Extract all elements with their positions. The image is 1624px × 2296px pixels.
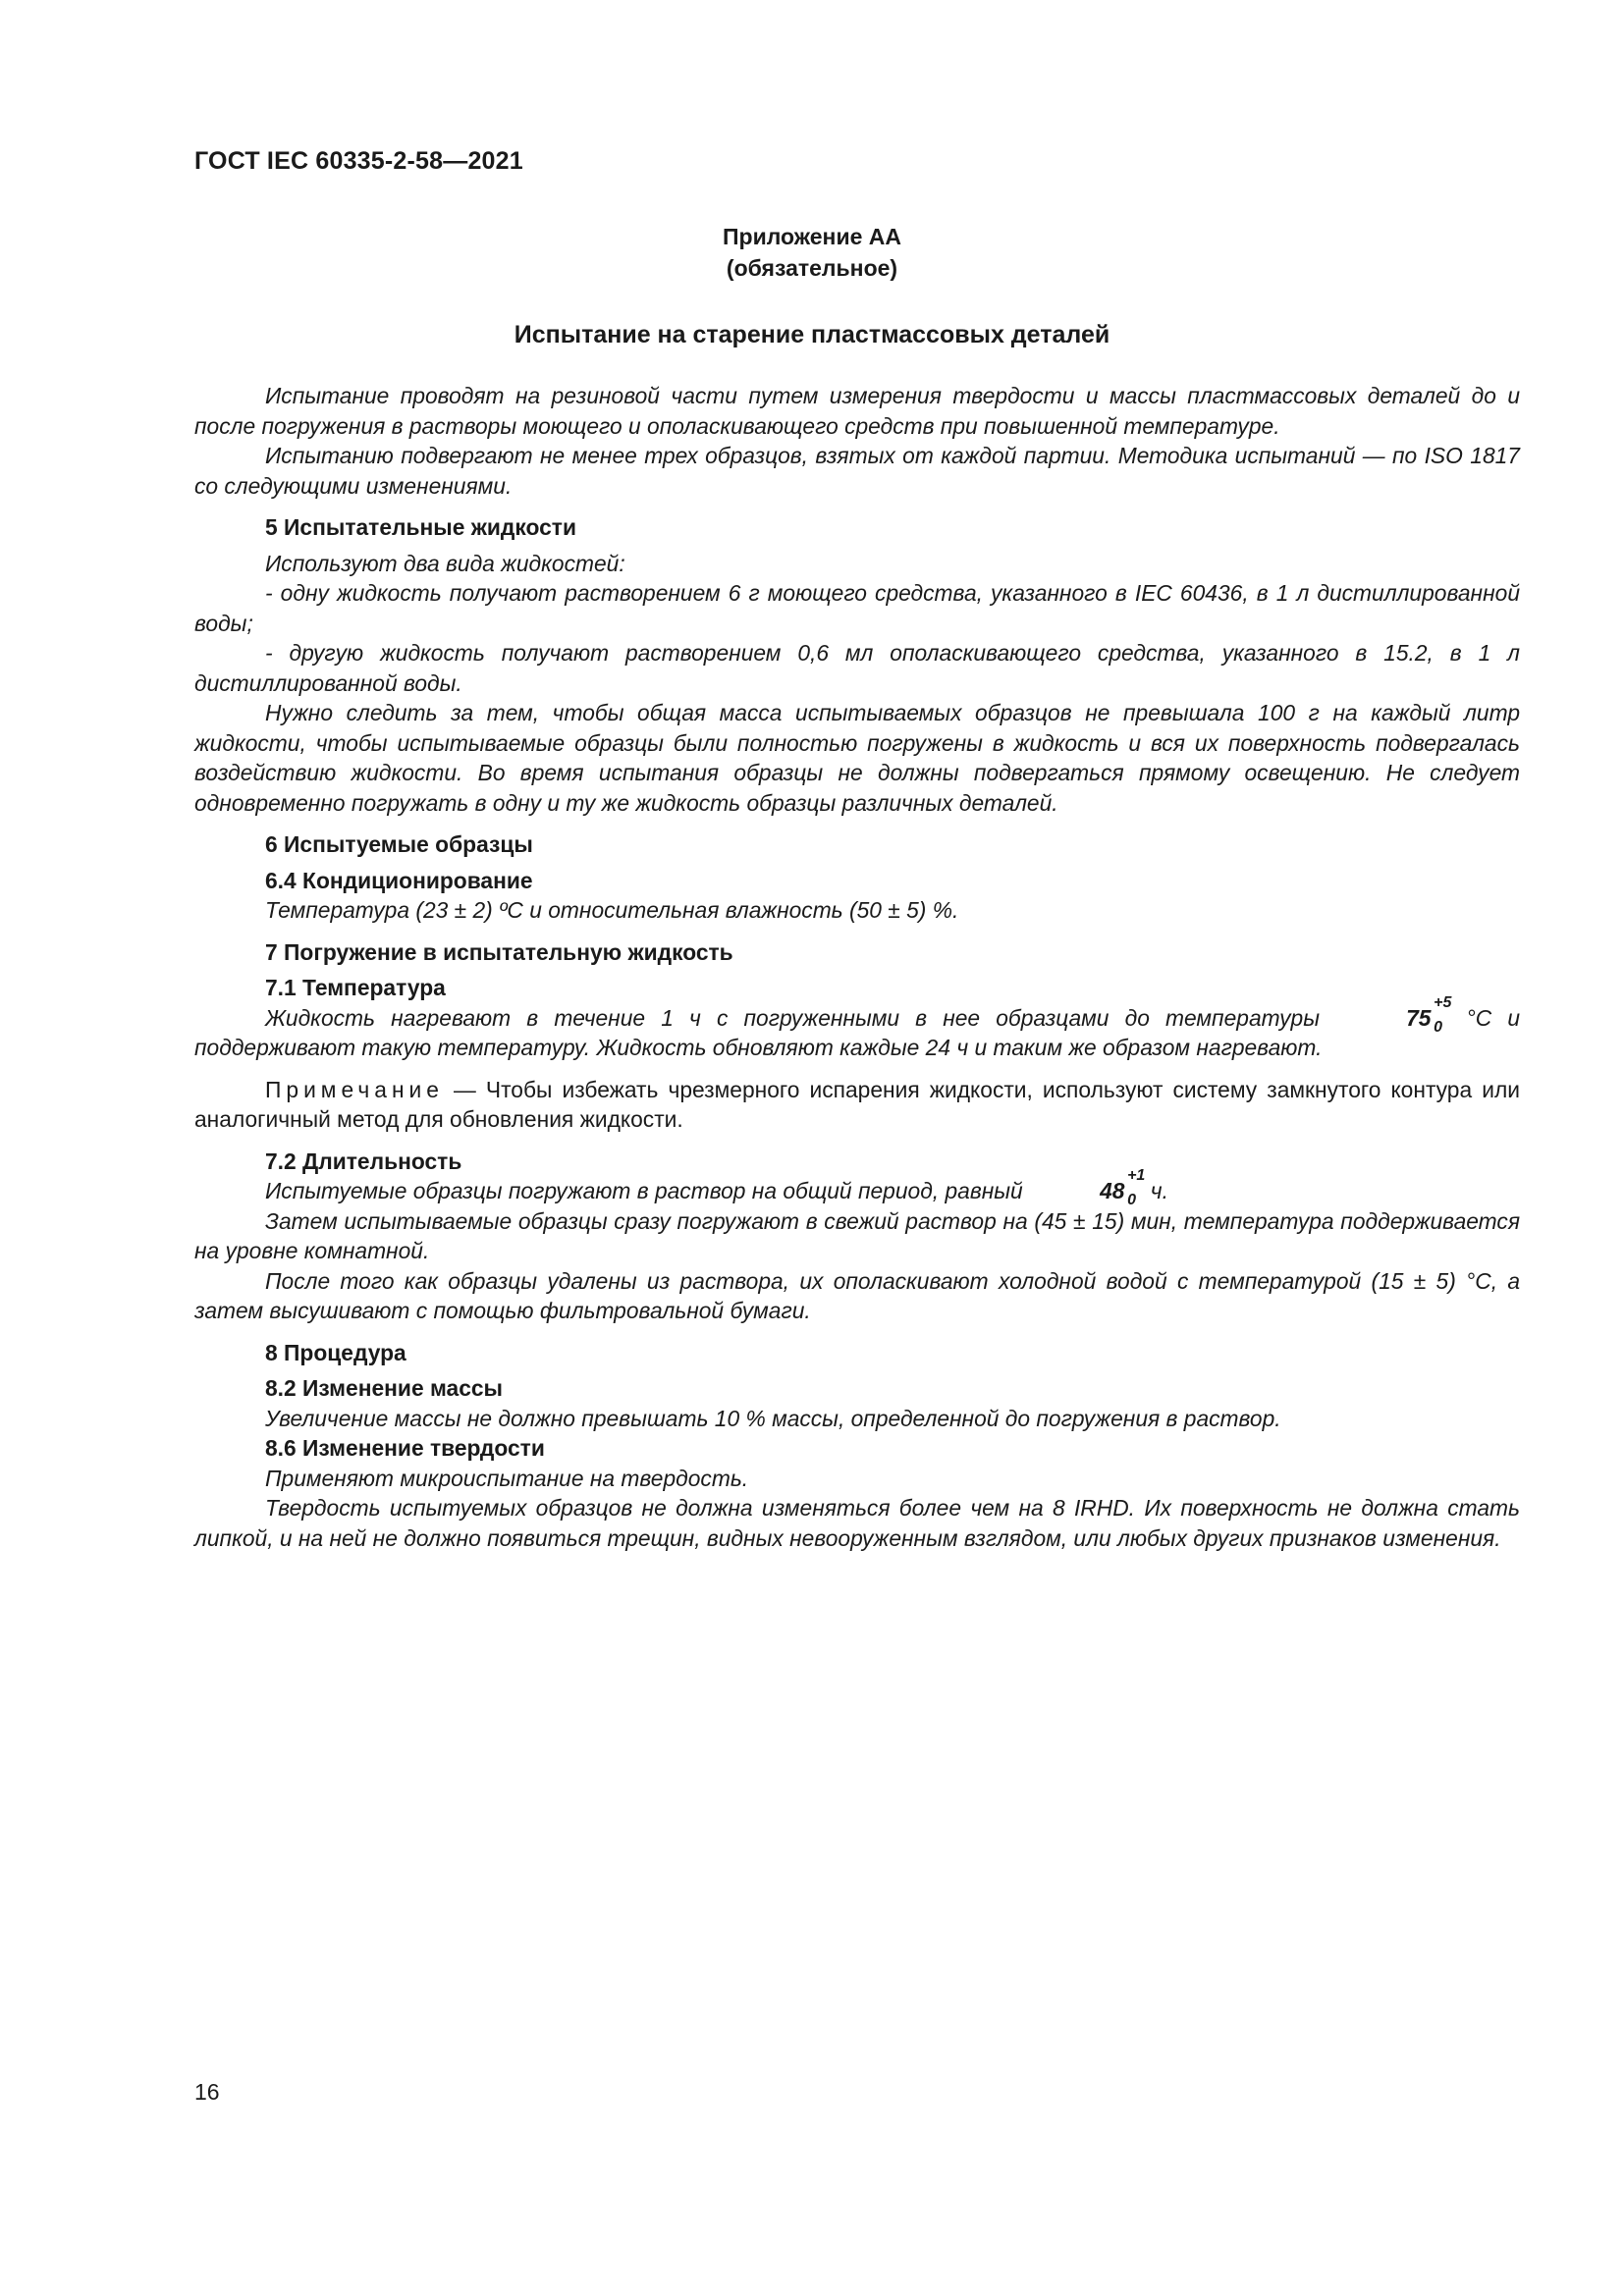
- duration-lower-tolerance: 0: [1127, 1192, 1136, 1208]
- document-body: [194, 381, 1520, 1553]
- document-title: Испытание на старение пластмассовых деталей: [514, 321, 1110, 348]
- section-7-2-heading: 7.2 Длительность: [265, 1148, 462, 1174]
- section-6-4-heading: 6.4 Кондиционирование: [265, 867, 533, 893]
- section-7-1-heading: 7.1 Температура: [265, 975, 446, 1000]
- temperature-upper-tolerance: +5: [1434, 993, 1452, 1011]
- section-5-list-item-1: - одну жидкость получают растворением 6 г моющего средства, указанного в IEC 60436, в 1 л дистиллированной воды;: [194, 580, 1520, 636]
- note-paragraph: [194, 1075, 1520, 1135]
- standard-header: ГОСТ IEC 60335-2-58—2021: [194, 147, 523, 175]
- intro-paragraph-2: Испытанию подвергают не менее трех образцов, взятых от каждой партии. Методика испытаний — по ISO 1817 со следующими изменениями.: [194, 443, 1520, 499]
- section-6-4-text: Температура (23 ± 2) ºС и относительная влажность (50 ± 5) %.: [265, 897, 959, 923]
- duration-upper-tolerance: +1: [1127, 1167, 1146, 1184]
- section-7-2-text-a: Испытуемые образцы погружают в раствор на общий период, равный: [265, 1178, 1023, 1203]
- section-8-6-paragraph-1: Применяют микроиспытание на твердость.: [265, 1465, 749, 1491]
- page-number: 16: [194, 2079, 220, 2105]
- section-7-2-paragraph-2: Затем испытываемые образцы сразу погружают в свежий раствор на (45 ± 15) мин, температура поддерживается на уровне комнатной.: [194, 1207, 1520, 1263]
- section-8-6-heading: 8.6 Изменение твердости: [265, 1435, 545, 1461]
- note-label: Примечание: [265, 1076, 444, 1102]
- section-5-heading: 5 Испытательные жидкости: [265, 514, 576, 540]
- section-8-heading: 8 Процедура: [265, 1339, 406, 1365]
- intro-paragraph-1: Испытание проводят на резиновой части путем измерения твердости и массы пластмассовых деталей до и после погружения в растворы моющего и ополаскивающего средств при повышенной температуре.: [194, 383, 1520, 439]
- section-5-paragraph-1: Используют два вида жидкостей:: [265, 550, 625, 576]
- section-8-2-text: Увеличение массы не должно превышать 10 % массы, определенной до погружения в раствор.: [265, 1405, 1281, 1431]
- section-5-paragraph-2: Нужно следить за тем, чтобы общая масса испытываемых образцов не превышала 100 г на каждый литр жидкости, чтобы испытываемые образцы были полностью погружены в жидкость и вся их поверхность подвергалась воздействию жидкости. Во время испытания образцы не должны подвергаться прямому освещению. Не следует одновременно погружать в одну и ту же жидкость образцы различных деталей.: [194, 700, 1520, 816]
- section-7-2-text-b: ч.: [1150, 1178, 1168, 1203]
- temperature-lower-tolerance: 0: [1434, 1018, 1443, 1036]
- section-7-2-text: [194, 1167, 1520, 1208]
- duration-tolerance: [1029, 1167, 1146, 1208]
- temperature-tolerance: [1335, 993, 1452, 1036]
- section-5-list-item-2: - другую жидкость получают растворением 0,6 мл ополаскивающего средства, указанного в 15.2, в 1 л дистиллированной воды.: [194, 640, 1520, 696]
- section-7-1-text-a: Жидкость нагревают в течение 1 ч с погруженными в нее образцами до температуры: [265, 1004, 1320, 1031]
- section-7-2-paragraph-3: После того как образцы удалены из раствора, их ополаскивают холодной водой с температурой (15 ± 5) °С, а затем высушивают с помощью фильтровальной бумаги.: [194, 1267, 1520, 1323]
- duration-value: 48: [1100, 1178, 1125, 1203]
- section-7-1-text: [194, 993, 1521, 1063]
- section-7-1-text-b: °С и поддерживают такую температуру. Жидкость обновляют каждые 24 ч и таким же образом нагревают.: [194, 1004, 1521, 1060]
- section-8-2-heading: 8.2 Изменение массы: [265, 1375, 504, 1401]
- annex-status: (обязательное): [726, 255, 898, 281]
- note-text: — Чтобы избежать чрезмерного испарения жидкости, используют систему замкнутого контура или аналогичный метод для обновления жидкости.: [194, 1076, 1520, 1132]
- section-7-heading: 7 Погружение в испытательную жидкость: [265, 938, 733, 965]
- section-8-6-paragraph-2: Твердость испытуемых образцов не должна изменяться более чем на 8 IRHD. Их поверхность не должна стать липкой, и на ней не должно появиться трещин, видных невооруженным взглядом, или любых других признаков изменения.: [194, 1495, 1520, 1551]
- section-6-heading: 6 Испытуемые образцы: [265, 831, 533, 857]
- temperature-value: 75: [1406, 1004, 1432, 1031]
- annex-title: Приложение АА: [722, 224, 901, 249]
